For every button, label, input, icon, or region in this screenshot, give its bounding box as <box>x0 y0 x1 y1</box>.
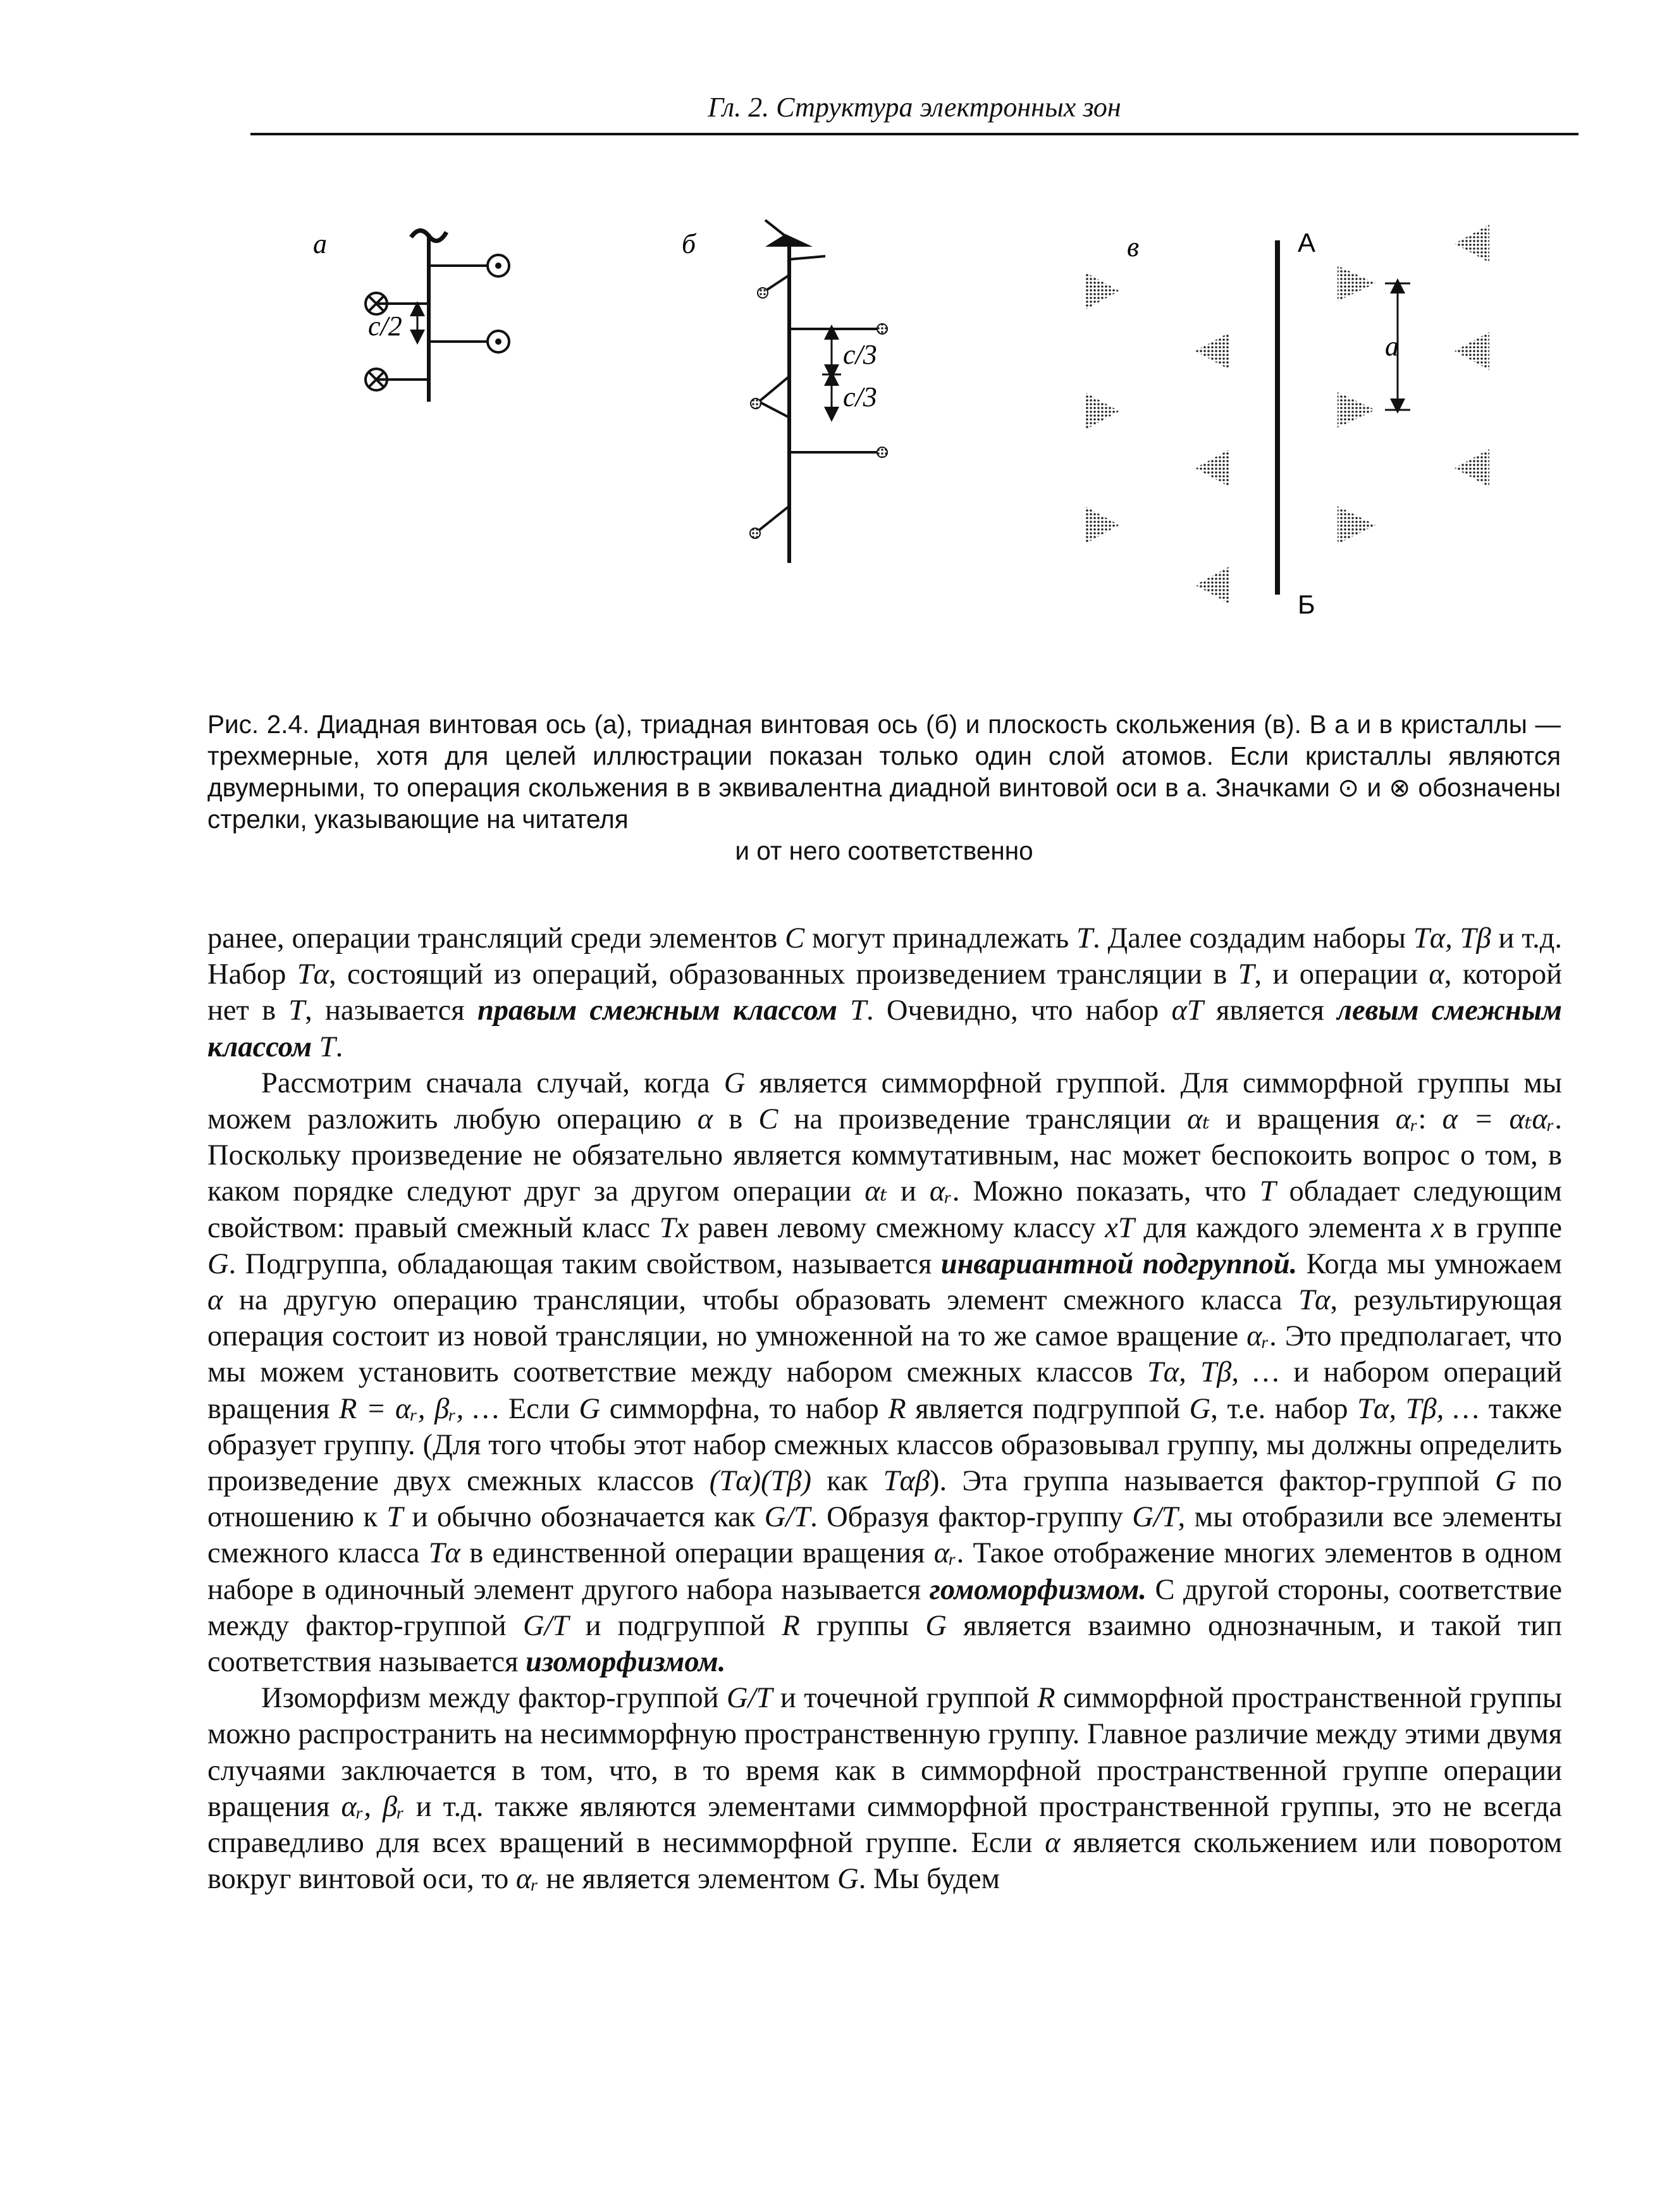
running-header <box>250 89 1578 135</box>
panel-a-label: а <box>313 228 327 259</box>
dot-circle-icon <box>488 255 509 276</box>
panel-v-glide-plane <box>1085 225 1489 619</box>
triangle-left-icon <box>1195 332 1230 370</box>
paragraph-3: Изоморфизм между фактор-группой G/T и точечной группой R симморфной пространственной группы можно распространить на несимморфную пространственную группу. Главное различие между этими двумя случаями заключается в том, что, в то время как в симморфной пространственной группе операции вращения αᵣ, βᵣ и т.д. также являются элементами симморфной пространственной группы, это не всегда справедливо для всех вращений в несимморфной группе. Если α является скольжением или поворотом вокруг винтовой оси, то αᵣ не является элементом G. Мы будем <box>207 1682 1563 1896</box>
figure-2-4 <box>209 209 1600 715</box>
triangle-right-icon <box>1338 506 1375 544</box>
caption-line: В а и в кристаллы — трехмерные, хотя для целей иллюстрации показан только один слой <box>207 710 1561 770</box>
plane-bottom-label: Б <box>1298 590 1315 619</box>
panel-b-triad-screw-axis <box>682 220 887 563</box>
caption-line: диадной винтовой оси в а. Значками ⊙ и ⊗ обозначены стрелки, указывающие на читателя <box>207 773 1561 834</box>
triangle-left-icon <box>1195 449 1230 487</box>
triangle-right-icon <box>1085 392 1119 430</box>
triangle-right-icon <box>1338 266 1375 301</box>
triangle-left-icon <box>1455 449 1489 487</box>
dim-c2-label: c/2 <box>368 311 402 342</box>
triangle-left-icon <box>1455 332 1489 370</box>
triangle-right-icon <box>1085 272 1119 310</box>
triangle-right-icon <box>1085 506 1119 544</box>
dim-c3-top-label: c/3 <box>843 339 877 370</box>
term-right-coset: правым смежным классом <box>477 994 837 1027</box>
dim-c3-bottom-label: c/3 <box>843 381 877 412</box>
panel-a-diad-screw-axis <box>313 228 509 402</box>
caption-line: Рис. 2.4. Диадная винтовая ось (а), триадная винтовая ось (б) и плоскость скольжения (в). <box>207 710 1301 739</box>
triangle-left-icon <box>1195 566 1230 604</box>
running-header-title: Гл. 2. Структура электронных зон <box>708 92 1121 123</box>
term-invariant-subgroup: инвариантной подгруппой. <box>940 1247 1298 1280</box>
term-homomorphism: гомоморфизмом. <box>929 1573 1147 1606</box>
plane-top-label: А <box>1298 228 1316 257</box>
paragraph-1: ранее, операции трансляций среди элементов C могут принадлежать T. Далее создадим наборы Tα, Tβ и т.д. Набор Tα, состоящий из операций, образованных произведением трансляции в T, и операции α, которой нет в T, называется правым смежным классом T. Очевидно, что набор αT является левым смежным классом T. <box>207 922 1563 1063</box>
panel-b-label: б <box>682 228 696 259</box>
figure-caption <box>207 708 1561 867</box>
paragraph-2: Рассмотрим сначала случай, когда G является симморфной группой. Для симморфной группы мы можем разложить любую операцию α в C на произведение трансляции αₜ и вращения αᵣ: α = αₜαᵣ. Поскольку произведение не обязательно является коммутативным, нас может беспокоить вопрос о том, в каком порядке следуют друг за другом операции αₜ и αᵣ. Можно показать, что T обладает следующим свойством: правый смежный класс Tx равен левому смежному классу xT для каждого элемента x в группе G. Подгруппа, обладающая таким свойством, называется инвариантной подгруппой. Когда мы умножаем α на другую операцию трансляции, чтобы образовать элемент смежного класса Tα, результирующая операция состоит из новой трансляции, но умноженной на то же самое вращение αᵣ. Это предполагает, что мы можем установить соответствие между набором смежных классов Tα, Tβ, … и набором операций вращения R = αᵣ, βᵣ, … Если G симморфна, то набор R является подгруппой G, т.е. набор Tα, Tβ, … также образует группу. (Для того чтобы этот набор смежных классов образовывал группу, мы должны определить произведение двух смежных классов (Tα)(Tβ) как Tαβ). Эта группа называется фактор-группой G по отношению к T и обычно обозначается как G/T. Образуя фактор-группу G/T, мы отобразили все элементы смежного класса Tα в единственной операции вращения αᵣ. Такое отображение многих элементов в одном наборе в одиночный элемент другого набора называется гомоморфизмом. С другой стороны, соответствие между фактор-группой G/T и подгруппой R группы G является взаимно однозначным, и такой тип соответствия называется изоморфизмом. <box>207 1066 1563 1679</box>
body-text <box>207 920 1562 1897</box>
screw-symbol-icon <box>411 230 446 240</box>
caption-line: и от него соответственно <box>735 836 1033 865</box>
caption-line: атомов. Если кристаллы являются двумерными, то операция скольжения в в эквивалентна <box>207 741 1561 802</box>
triangle-left-icon <box>1455 225 1489 263</box>
dot-circle-icon <box>488 331 509 352</box>
term-isomorphism: изоморфизмом. <box>526 1646 726 1679</box>
term-left-coset: левым смежным классом <box>207 994 1562 1063</box>
triangle-right-icon <box>1338 392 1375 428</box>
panel-v-label: в <box>1127 232 1140 263</box>
dim-a-label: a <box>1385 331 1399 362</box>
